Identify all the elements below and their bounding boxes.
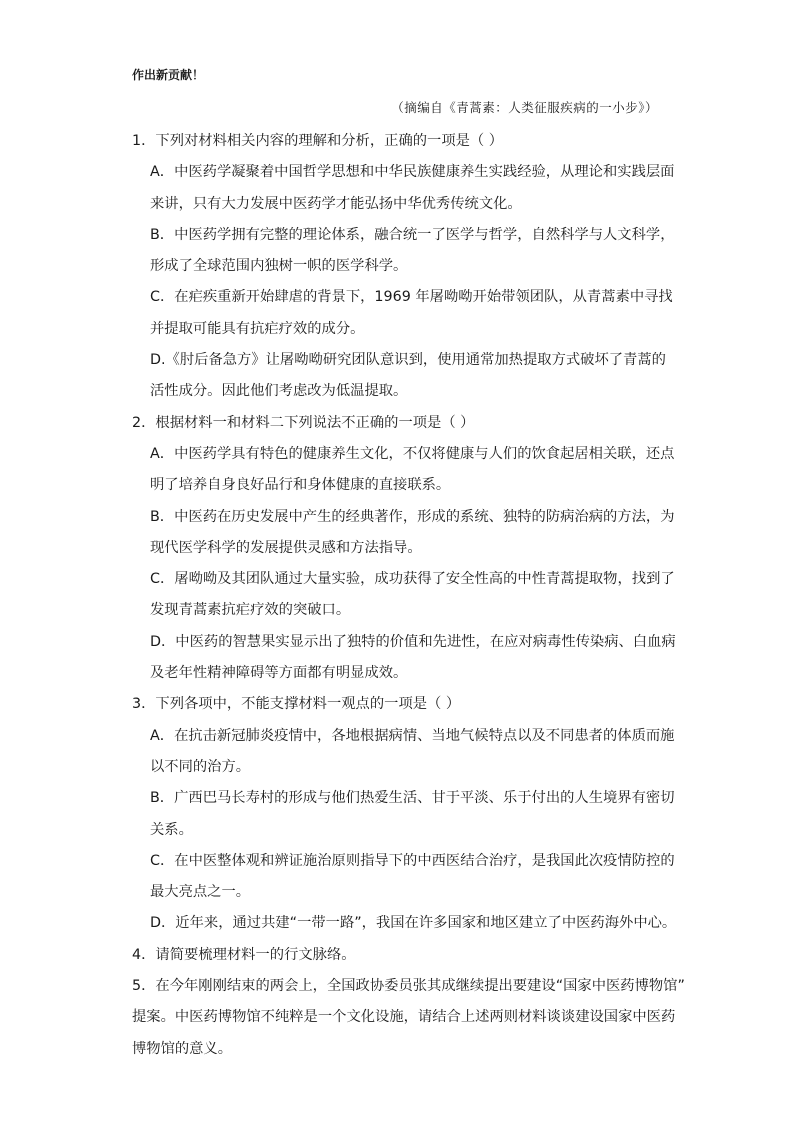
question-stem: 2．根据材料一和材料二下列说法不正确的一项是（ ）: [132, 414, 475, 431]
option-line: B．中医药在历史发展中产生的经典著作，形成的系统、独特的防病治病的方法，为: [150, 508, 675, 525]
option-line: A．中医药学具有特色的健康养生文化，不仅将健康与人们的饮食起居相关联，还点: [150, 445, 675, 462]
continuation-line: 以不同的治方。: [150, 758, 251, 775]
continuation-line: 最大亮点之一。: [150, 884, 251, 901]
option-line: B．广西巴马长寿村的形成与他们热爱生活、甘于平淡、乐于付出的人生境界有密切: [150, 790, 675, 807]
continuation-line: 形成了全球范围内独树一帜的医学科学。: [150, 258, 408, 275]
continuation-line: 博物馆的意义。: [132, 1040, 233, 1057]
continuation-line: 及老年性精神障碍等方面都有明显成效。: [150, 665, 408, 682]
source-citation: （摘编自《青蒿素：人类征服疾病的一小步》）: [391, 100, 658, 115]
option-line: D．中医药的智慧果实显示出了独特的价值和先进性，在应对病毒性传染病、白血病: [150, 633, 676, 650]
option-line: C．在疟疾重新开始肆虐的背景下，1969 年屠呦呦开始带领团队，从青蒿素中寻找: [150, 289, 673, 306]
question-stem: 3．下列各项中，不能支撑材料一观点的一项是（ ）: [132, 696, 461, 713]
question-list: [132, 126, 685, 1065]
option-line: B．中医药学拥有完整的理论体系，融合统一了医学与哲学，自然科学与人文科学，: [150, 226, 675, 243]
question-stem: 4．请简要梳理材料一的行文脉络。: [132, 946, 356, 963]
continuation-line: 并提取可能具有抗疟疗效的成分。: [150, 320, 365, 337]
continuation-line: 发现青蒿素抗疟疗效的突破口。: [150, 602, 351, 619]
continuation-line: 提案。中医药博物馆不纯粹是一个文化设施，请结合上述两则材料谈谈建设国家中医药: [132, 1009, 676, 1026]
continuation-line: 明了培养自身良好品行和身体健康的直接联系。: [150, 477, 451, 494]
option-line: D.《肘后备急方》让屠呦呦研究团队意识到，使用通常加热提取方式破坏了青蒿的: [150, 352, 666, 369]
continuation-line: 活性成分。因此他们考虑改为低温提取。: [150, 383, 408, 400]
option-line: A．在抗击新冠肺炎疫情中，各地根据病情、当地气候特点以及不同患者的体质而施: [150, 727, 675, 744]
option-line: A．中医药学凝聚着中国哲学思想和中华民族健康养生实践经验，从理论和实践层面: [150, 164, 675, 181]
top-fragment: 作出新贡献！: [132, 68, 205, 82]
option-line: C．在中医整体观和辨证施治原则指导下的中西医结合治疗，是我国此次疫情防控的: [150, 852, 675, 869]
continuation-line: 关系。: [150, 821, 193, 838]
question-stem: 1．下列对材料相关内容的理解和分析，正确的一项是（ ）: [132, 133, 504, 149]
option-line: D．近年来，通过共建“一带一路”，我国在许多国家和地区建立了中医药海外中心。: [150, 915, 677, 932]
question-stem: 5．在今年刚刚结束的两会上，全国政协委员张其成继续提出要建设“国家中医药博物馆”: [132, 978, 685, 995]
continuation-line: 来讲，只有大力发展中医药学才能弘扬中华优秀传统文化。: [150, 195, 522, 212]
option-line: C．屠呦呦及其团队通过大量实验，成功获得了安全性高的中性青蒿提取物，找到了: [150, 571, 675, 588]
continuation-line: 现代医学科学的发展提供灵感和方法指导。: [150, 539, 422, 556]
